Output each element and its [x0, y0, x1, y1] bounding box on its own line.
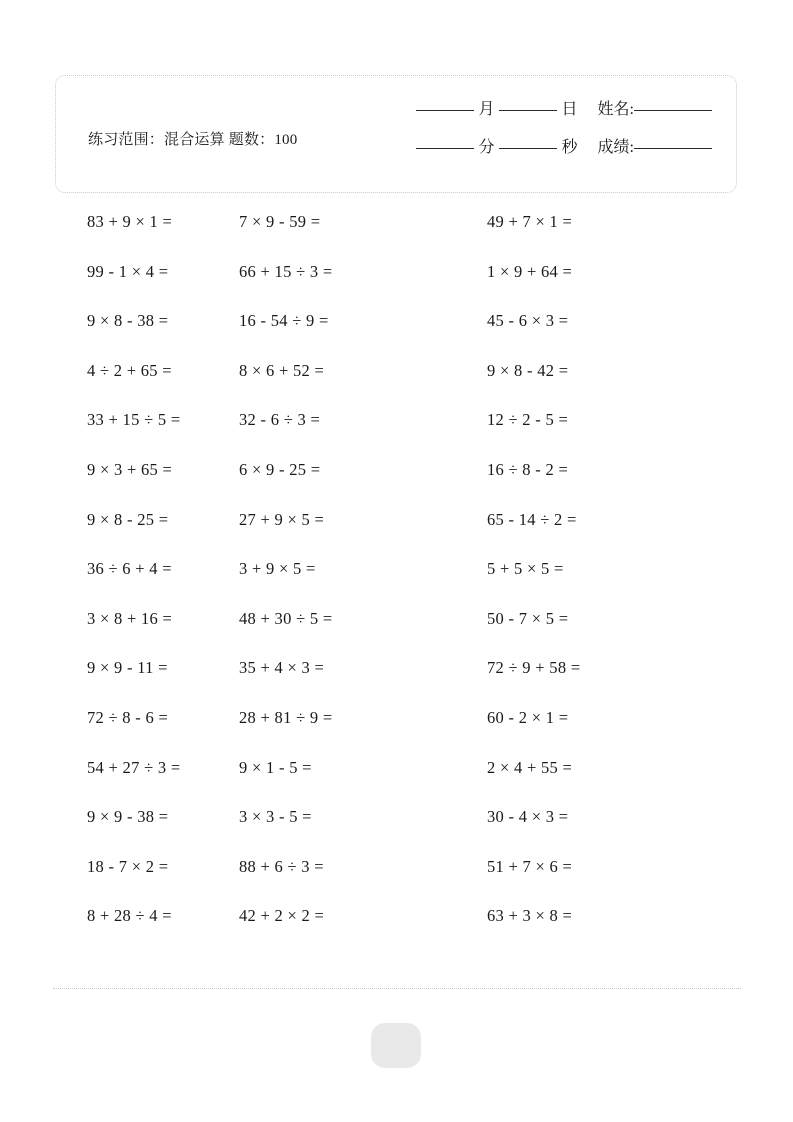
date-row: [382, 96, 712, 134]
name-field-label: 姓名: [597, 101, 630, 118]
problem-item: 72 ÷ 8 - 6 =: [87, 707, 169, 727]
problem-row: [0, 852, 793, 902]
problem-item: 49 + 7 × 1 =: [487, 212, 573, 231]
score-colon: :: [629, 139, 634, 156]
problem-item: 6 × 9 - 25 =: [239, 459, 321, 479]
problem-item: 83 + 9 × 1 =: [87, 212, 173, 231]
footer-divider: [53, 988, 741, 989]
problem-row: [0, 405, 793, 455]
score-blank-line[interactable]: [634, 148, 712, 149]
problem-item: 9 × 9 - 38 =: [87, 807, 169, 827]
problem-row: [0, 802, 793, 852]
problem-item: 45 - 6 × 3 =: [487, 311, 569, 331]
problem-item: 9 × 8 - 25 =: [87, 509, 169, 529]
problem-item: 66 + 15 ÷ 3 =: [239, 261, 333, 281]
problem-item: 51 + 7 × 6 =: [487, 856, 573, 876]
problem-item: 4 ÷ 2 + 65 =: [87, 360, 172, 380]
problem-item: 33 + 15 ÷ 5 =: [87, 410, 181, 430]
problem-item: 9 × 8 - 42 =: [487, 360, 569, 380]
problem-item: 88 + 6 ÷ 3 =: [239, 856, 324, 876]
problem-item: 9 × 9 - 11 =: [87, 658, 168, 678]
problem-row: [0, 356, 793, 406]
problem-item: 36 ÷ 6 + 4 =: [87, 559, 172, 579]
day-unit-label: 日: [561, 101, 578, 118]
second-unit-label: 秒: [561, 139, 578, 156]
problem-item: 35 + 4 × 3 =: [239, 658, 325, 678]
problem-row: [0, 257, 793, 307]
problem-item: 3 × 8 + 16 =: [87, 608, 173, 628]
month-blank-line[interactable]: [416, 110, 474, 111]
problem-item: 32 - 6 ÷ 3 =: [239, 410, 321, 430]
name-blank-line[interactable]: [634, 110, 712, 111]
problem-item: 8 × 6 + 52 =: [239, 360, 325, 380]
minute-blank-line[interactable]: [416, 148, 474, 149]
problem-item: 12 ÷ 2 - 5 =: [487, 410, 569, 430]
problem-item: 5 + 5 × 5 =: [487, 559, 564, 579]
problem-item: 16 - 54 ÷ 9 =: [239, 311, 329, 331]
worksheet-header-box: [55, 75, 737, 193]
page-number-badge: [371, 1023, 421, 1068]
problem-item: 8 + 28 ÷ 4 =: [87, 906, 172, 926]
problem-item: 99 - 1 × 4 =: [87, 261, 169, 281]
problem-item: 27 + 9 × 5 =: [239, 509, 325, 529]
problem-item: 72 ÷ 9 + 58 =: [487, 658, 581, 678]
problems-grid: [0, 207, 793, 951]
header-fields-group: [382, 96, 712, 172]
problem-row: [0, 554, 793, 604]
problem-item: 1 × 9 + 64 =: [487, 261, 573, 281]
second-blank-line[interactable]: [499, 148, 557, 149]
problem-item: 65 - 14 ÷ 2 =: [487, 509, 577, 529]
month-unit-label: 月: [478, 101, 495, 118]
name-colon: :: [629, 101, 634, 118]
problem-item: 3 × 3 - 5 =: [239, 807, 312, 827]
practice-scope-title: 练习范围：混合运算 题数：100: [88, 132, 298, 148]
problem-row: [0, 703, 793, 753]
problem-item: 30 - 4 × 3 =: [487, 807, 569, 827]
problem-item: 7 × 9 - 59 =: [239, 212, 321, 231]
problem-item: 48 + 30 ÷ 5 =: [239, 608, 333, 628]
problem-item: 9 × 3 + 65 =: [87, 459, 173, 479]
problem-item: 16 ÷ 8 - 2 =: [487, 459, 569, 479]
problem-row: [0, 505, 793, 555]
problem-item: 9 × 1 - 5 =: [239, 757, 312, 777]
problem-row: [0, 753, 793, 803]
problem-row: [0, 207, 793, 257]
problem-row: [0, 653, 793, 703]
problem-item: 42 + 2 × 2 =: [239, 906, 325, 926]
problem-row: [0, 455, 793, 505]
problem-item: 28 + 81 ÷ 9 =: [239, 707, 333, 727]
problem-item: 54 + 27 ÷ 3 =: [87, 757, 181, 777]
problem-row: [0, 901, 793, 951]
problem-item: 63 + 3 × 8 =: [487, 906, 573, 926]
problem-item: 50 - 7 × 5 =: [487, 608, 569, 628]
problem-item: 60 - 2 × 1 =: [487, 707, 569, 727]
problem-item: 9 × 8 - 38 =: [87, 311, 169, 331]
problem-row: [0, 306, 793, 356]
minute-unit-label: 分: [478, 139, 495, 156]
time-row: [382, 134, 712, 172]
day-blank-line[interactable]: [499, 110, 557, 111]
problem-row: [0, 604, 793, 654]
problem-item: 18 - 7 × 2 =: [87, 856, 169, 876]
problem-item: 2 × 4 + 55 =: [487, 757, 573, 777]
score-field-label: 成绩: [597, 139, 630, 156]
problem-item: 3 + 9 × 5 =: [239, 559, 316, 579]
